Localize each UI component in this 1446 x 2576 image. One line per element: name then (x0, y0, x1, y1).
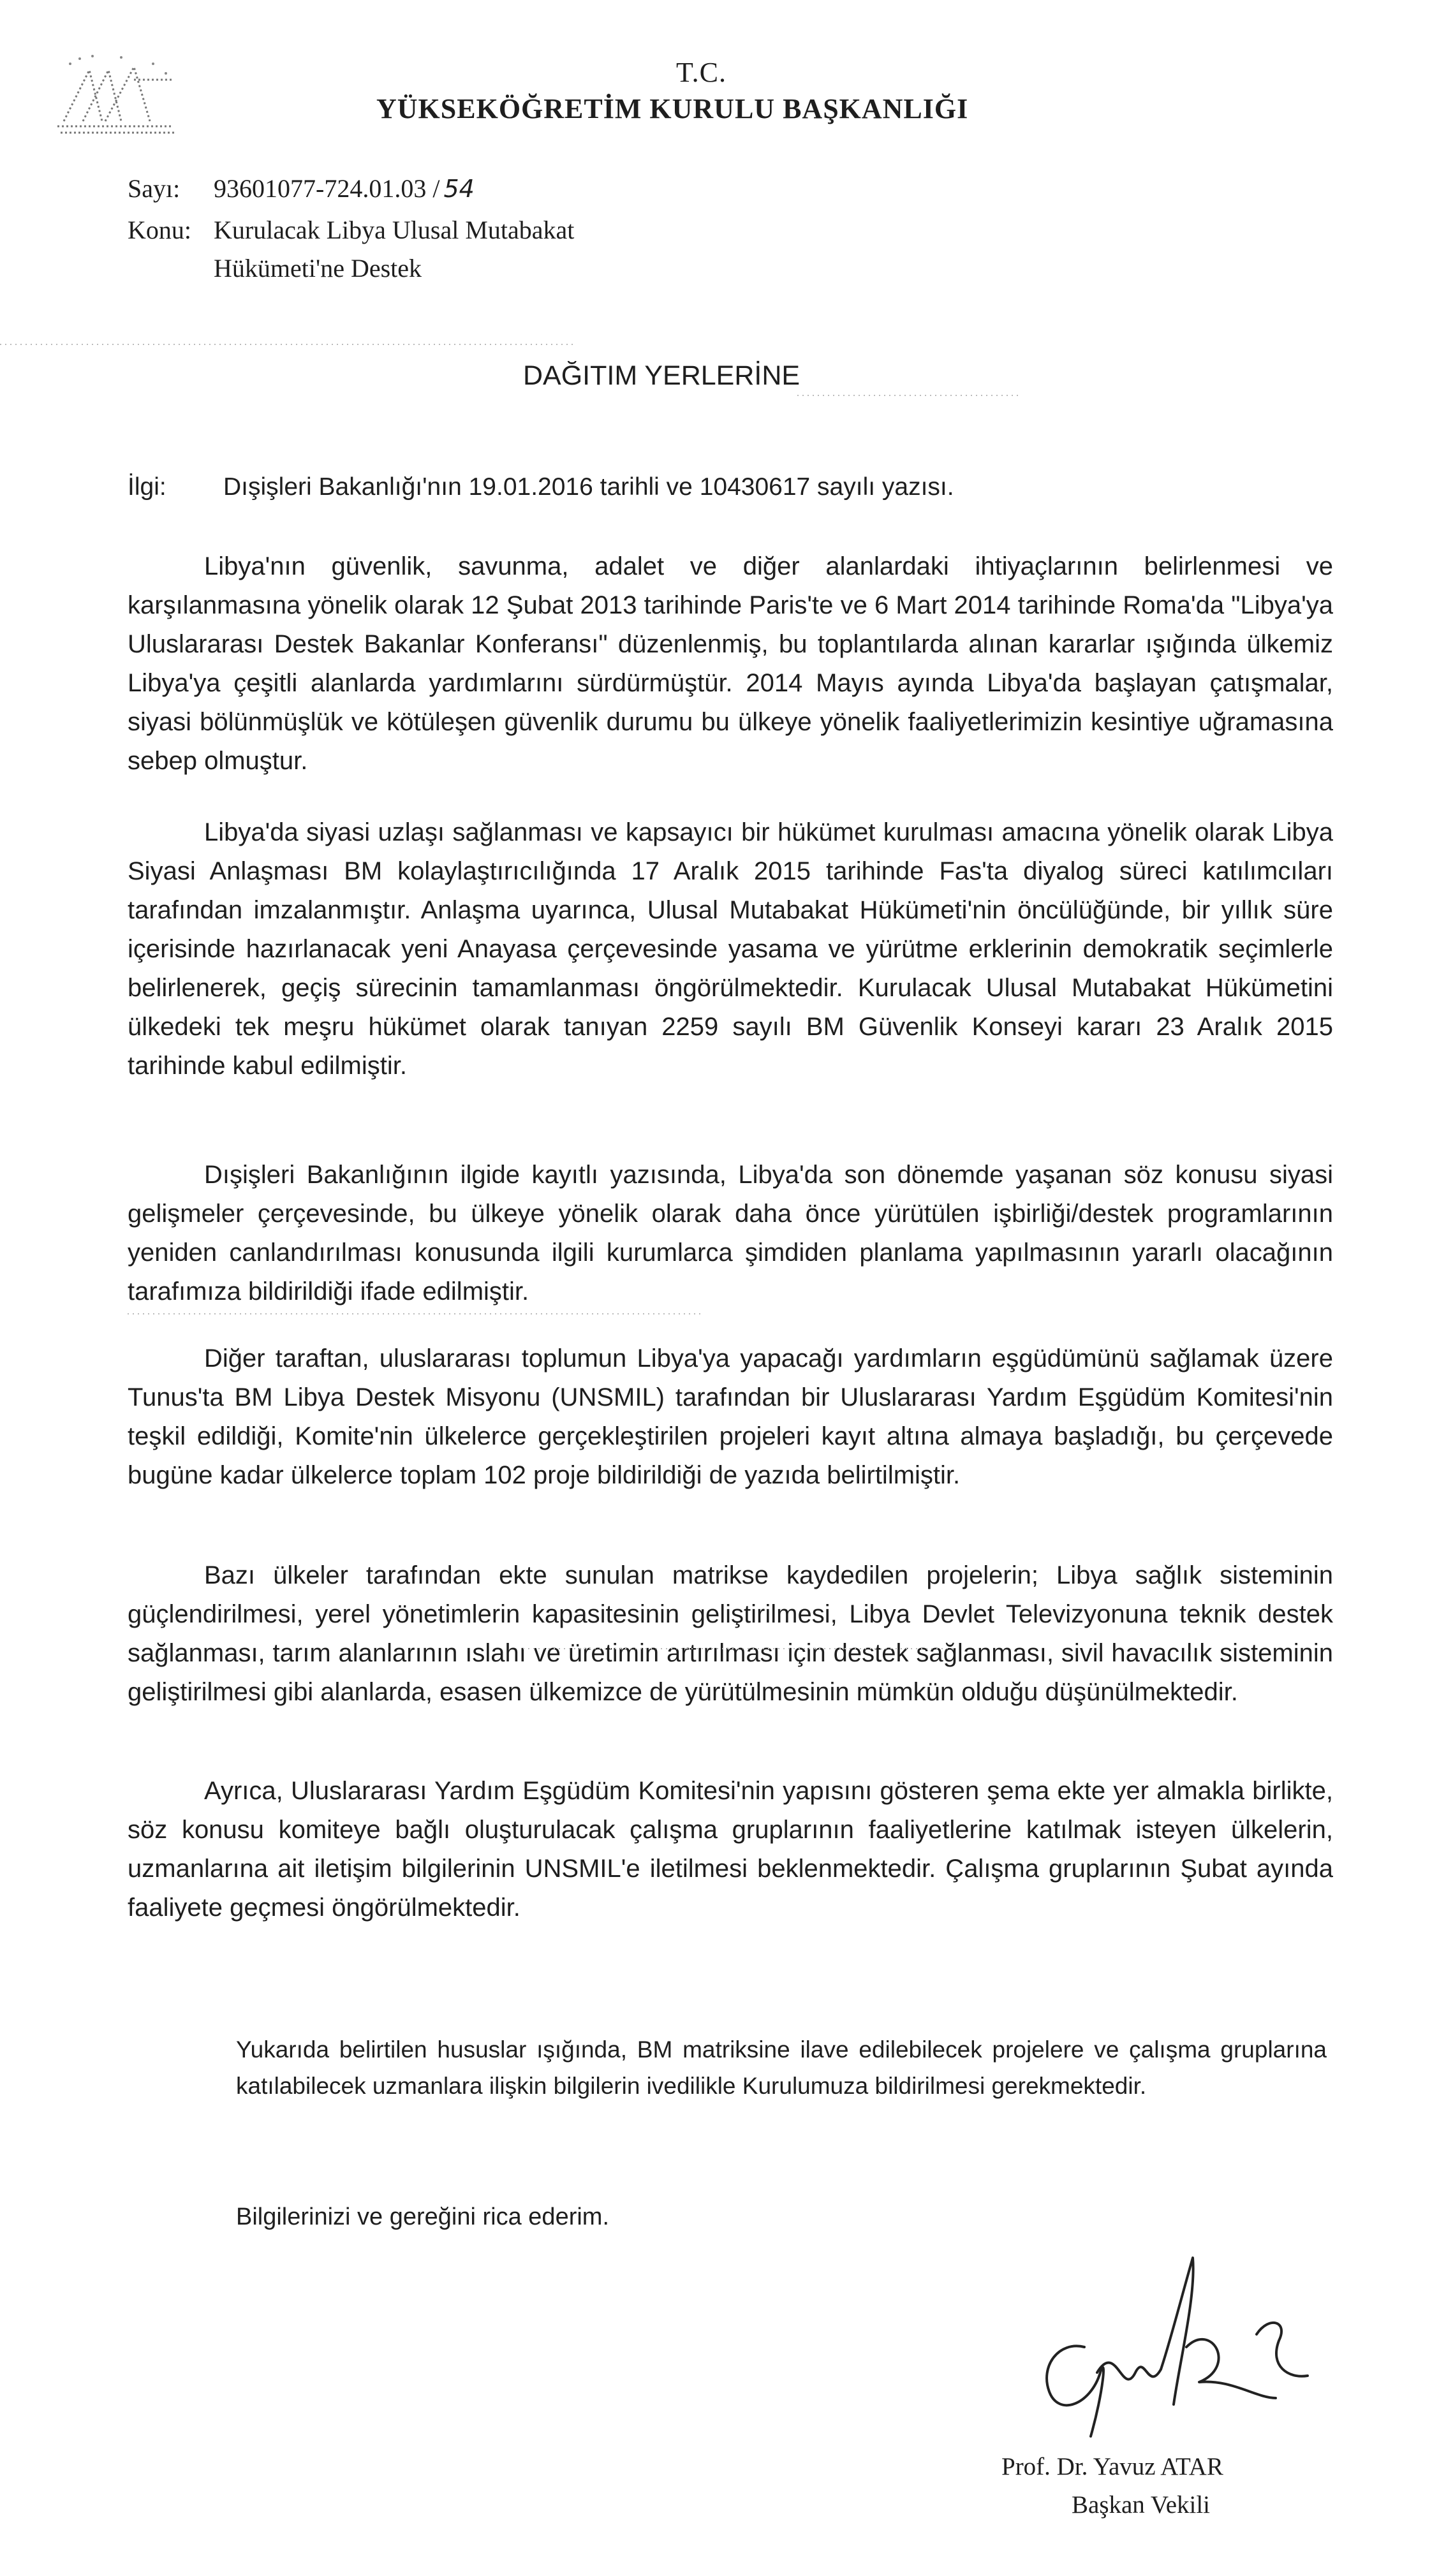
konu-line-2: Hükümeti'ne Destek (214, 254, 422, 283)
ilgi-label: İlgi: (128, 473, 166, 501)
body-paragraph-2: Libya'da siyasi uzlaşı sağlanması ve kapsayıcı bir hükümet kurulması amacına yönelik olarak Libya Siyasi Anlaşması BM kolaylaştırıcılığında 17 Aralık 2015 tarihinde Fas'ta diyalog süreci katılımcıları tarafından imzalanmıştır. Anlaşma uyarınca, Ulusal Mutabakat Hükümeti'nin öncülüğünde, bir yıllık süre içerisinde hazırlanacak yeni Anayasa çerçevesinde yasama ve yürütme erklerinin demokratik seçimlerle belirlenerek, geçiş sürecinin tamamlanması öngörülmektedir. Kurulacak Ulusal Mutabakat Hükümetini ülkedeki tek meşru hükümet olarak tanıyan 2259 sayılı BM Güvenlik Konseyi kararı 23 Aralık 2015 tarihinde kabul edilmiştir. (128, 818, 1333, 1080)
sayi-handwritten: 54 (443, 175, 475, 203)
ilgi-text: Dışişleri Bakanlığı'nın 19.01.2016 tarihli ve 10430617 sayılı yazısı. (223, 473, 954, 501)
body-paragraph-4: Diğer taraftan, uluslararası toplumun Libya'ya yapacağı yardımların eşgüdümünü sağlamak üzere Tunus'ta BM Libya Destek Misyonu (UNSMIL) tarafından bir Uluslararası Yardım Eşgüdüm Komitesi'nin teşkil edildiği, Komite'nin ülkelerce gerçekleştirilen projeleri kayıt altına almaya başladığı, bu çerçevede bugüne kadar ülkelerce toplam 102 proje bildirildiği de yazıda belirtilmiştir. (128, 1344, 1333, 1489)
konu-line-1: Kurulacak Libya Ulusal Mutabakat (214, 216, 575, 244)
body-paragraph-5: Bazı ülkeler tarafından ekte sunulan matrikse kaydedilen projelerin; Libya sağlık sisteminin güçlendirilmesi, yerel yönetimlerin kapasitesinin geliştirilmesi, Libya Devlet Televizyonuna teknik destek sağlanması, tarım alanlarının ıslahı ve üretimin artırılması için destek sağlanması, sivil havacılık sisteminin geliştirilmesi gibi alanlarda, esasen ülkemizce de yürütülmesinin mümkün olduğu düşünülmektedir. (128, 1561, 1333, 1706)
header-institution: YÜKSEKÖĞRETİM KURULU BAŞKANLIĞI (376, 93, 969, 124)
konu-line (128, 215, 574, 245)
recipient-heading: DAĞITIM YERLERİNE (523, 360, 800, 391)
closing-request: Bilgilerinizi ve gereğini rica ederim. (236, 2204, 610, 2230)
body-paragraph-1: Libya'nın güvenlik, savunma, adalet ve diğer alanlardaki ihtiyaçlarının belirlenmesi ve karşılanmasına yönelik olarak 12 Şubat 2013 tarihinde Paris'te ve 6 Mart 2014 tarihinde Roma'da "Libya'ya Uluslararası Destek Bakanlar Konferansı" düzenlenmiş, bu toplantılarda alınan kararlar ışığında ülkemiz Libya'ya çeşitli alanlarda yardımlarını sürdürmüştür. 2014 Mayıs ayında Libya'da başlayan çatışmalar, siyasi bölünmüşlük ve kötüleşen güvenlik durumu bu ülkeye yönelik faaliyetlerimizin kesintiye uğramasına sebep olmuştur. (128, 552, 1333, 775)
signatory-title: Başkan Vekili (1072, 2491, 1211, 2519)
body-paragraph-6: Ayrıca, Uluslararası Yardım Eşgüdüm Komitesi'nin yapısını gösteren şema ekte yer almakla birlikte, söz konusu komiteye bağlı oluşturulacak çalışma gruplarının faaliyetlerine katılmak isteyen ülkelerin, uzmanlarına ait iletişim bilgilerinin UNSMIL'e iletilmesi beklenmektedir. Çalışma gruplarının Şubat ayında faaliyete geçmesi öngörülmektedir. (128, 1777, 1333, 1922)
closing-paragraph: Yukarıda belirtilen hususlar ışığında, BM matriksine ilave edilebilecek projelere ve çalışma gruplarına katılabilecek uzmanlara ilişkin bilgilerin ivedilikle Kurulumuza bildirilmesi gerekmektedir. (236, 2036, 1327, 2099)
ilgi-line (128, 473, 954, 501)
sayi-line (128, 173, 475, 203)
handwritten-signature-icon (989, 2245, 1320, 2462)
konu-label: Konu: (128, 216, 191, 244)
body-paragraph-3: Dışişleri Bakanlığının ilgide kayıtlı yazısında, Libya'da son dönemde yaşanan söz konusu siyasi gelişmeler çerçevesinde, bu ülkeye yönelik olarak daha önce yürütülen işbirliği/destek programlarının yeniden canlandırılması konusunda ilgili kurumlarca şimdiden planlama yapılmasının yararlı olacağının tarafımıza bildirildiği ifade edilmiştir. (128, 1161, 1333, 1306)
institution-logo-icon (45, 45, 191, 140)
sayi-label: Sayı: (128, 174, 181, 203)
signatory-name: Prof. Dr. Yavuz ATAR (1001, 2453, 1223, 2480)
sayi-value: 93601077-724.01.03 / (214, 174, 440, 203)
header-country: T.C. (676, 57, 727, 88)
